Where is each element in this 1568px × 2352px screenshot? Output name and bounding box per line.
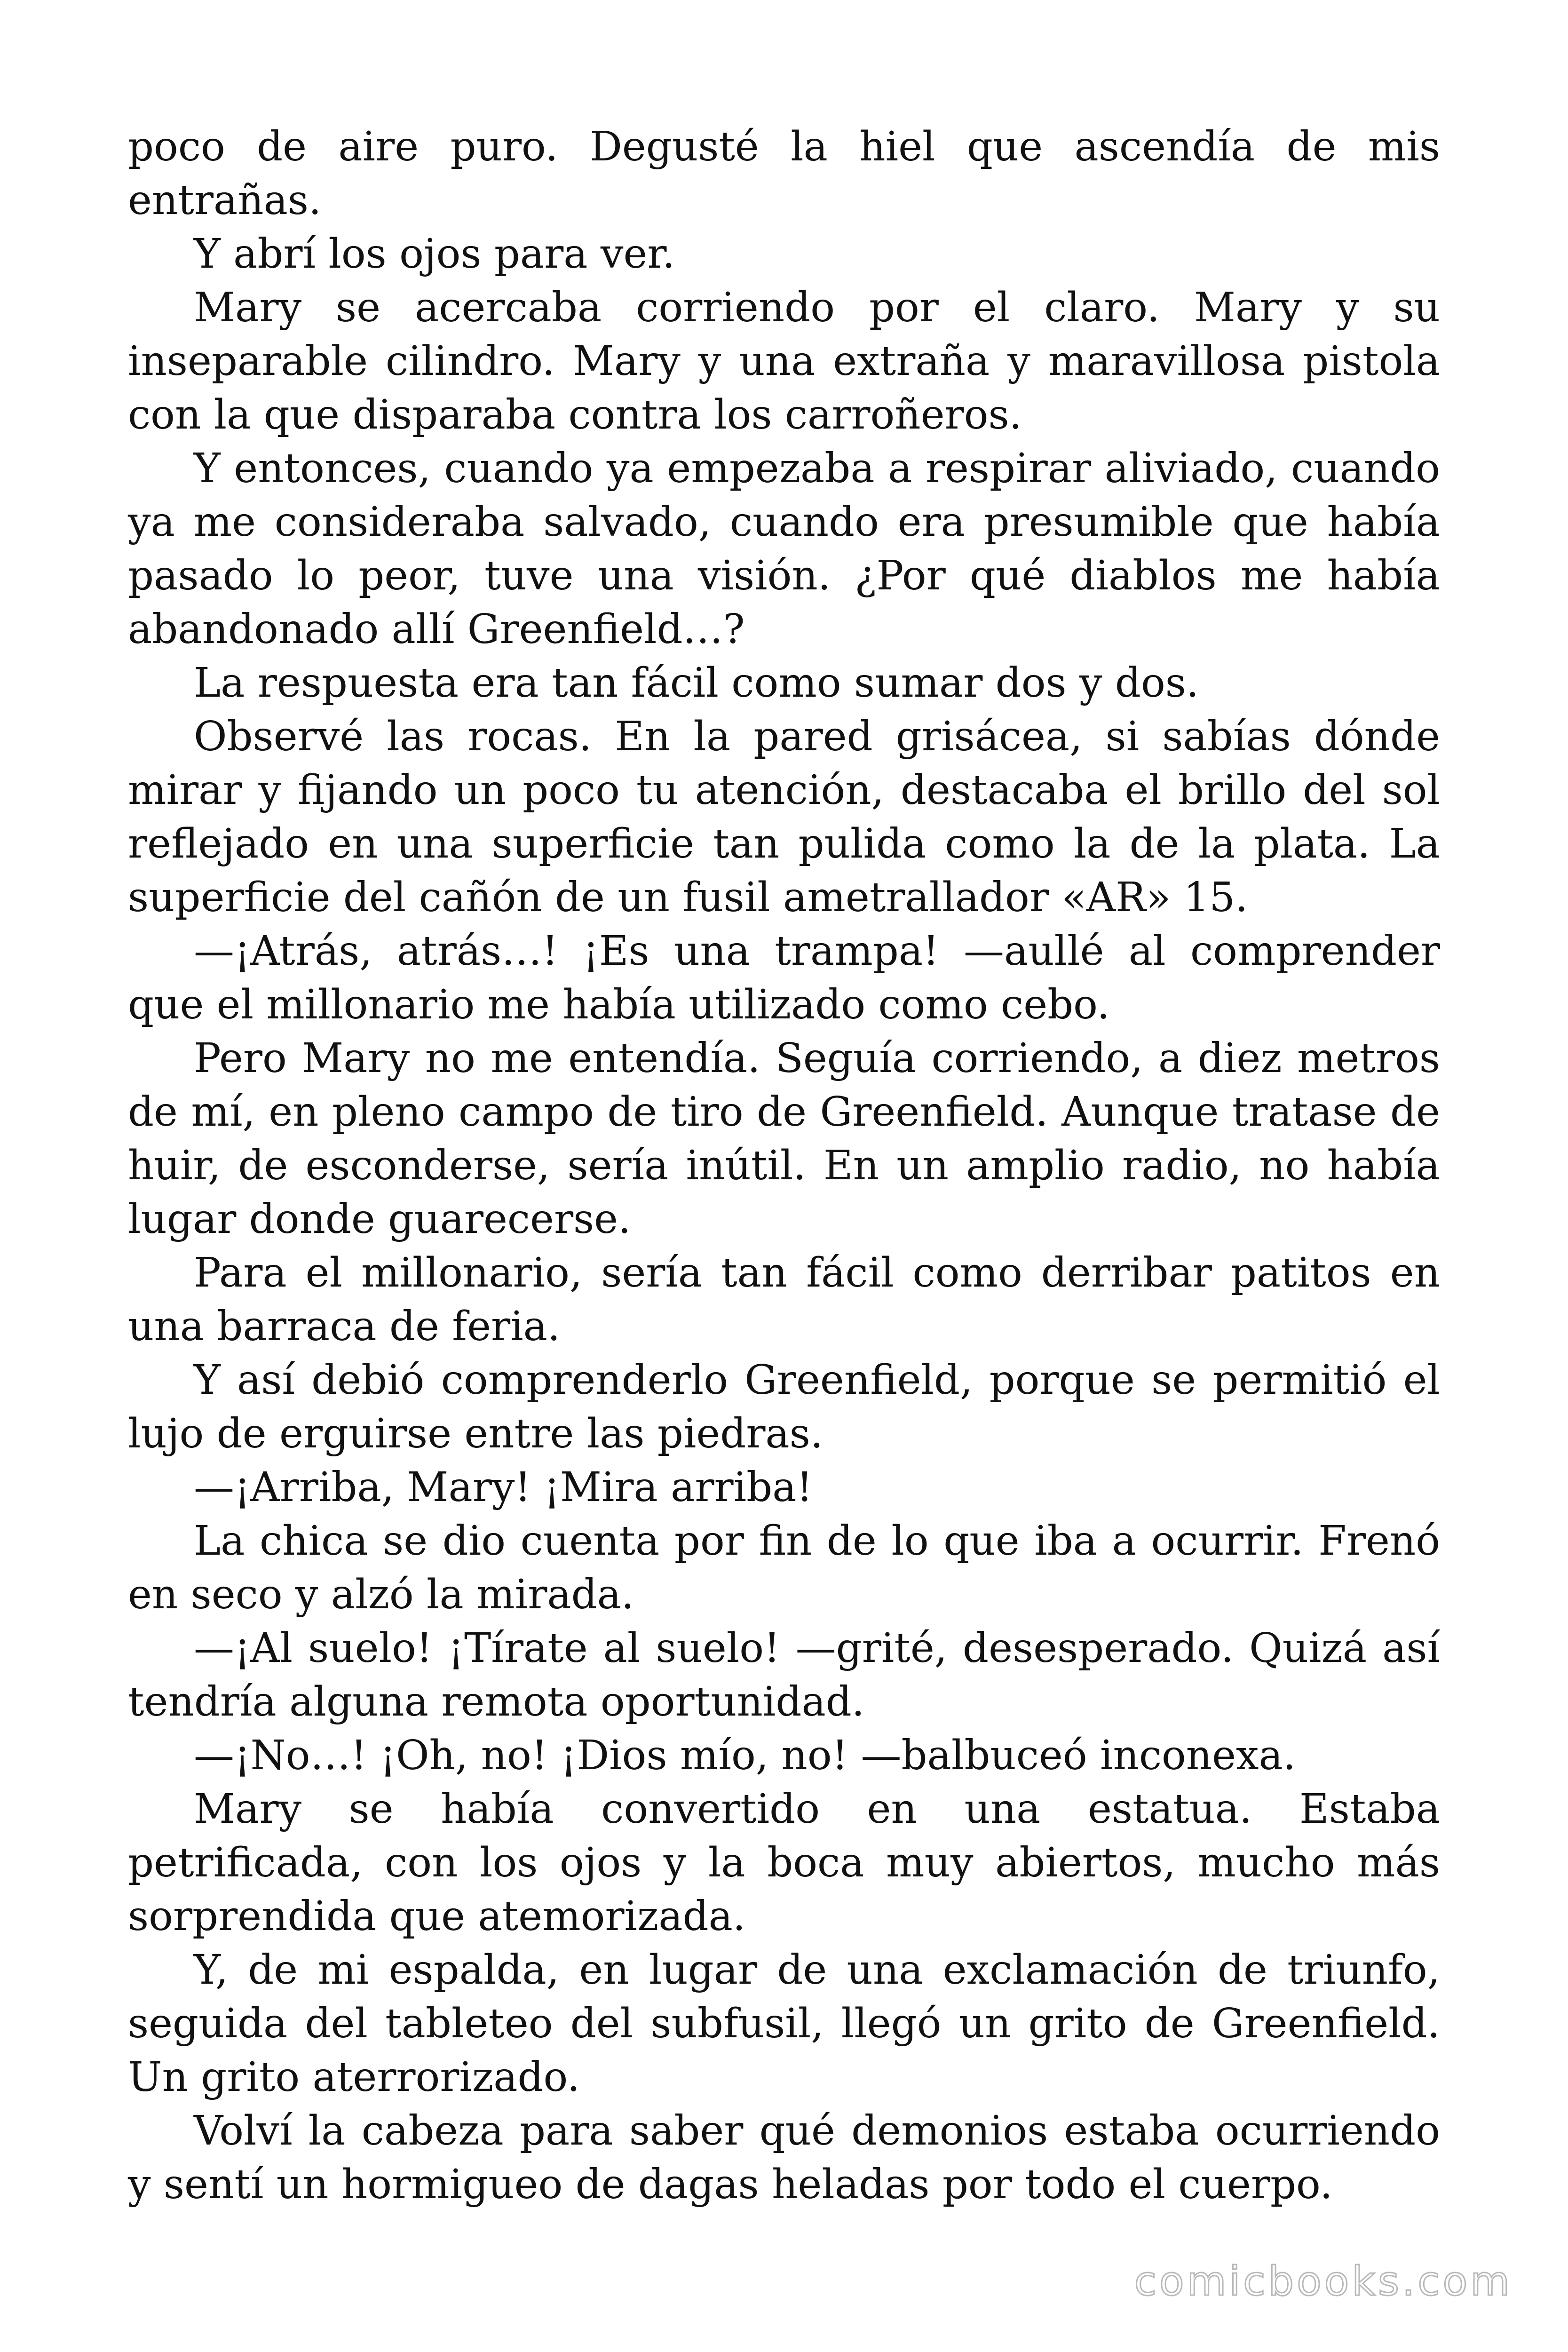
paragraph: poco de aire puro. Degusté la hiel que ascendía de mis entrañas. <box>128 123 1440 224</box>
book-page-text <box>128 120 1440 2211</box>
paragraph: —¡No…! ¡Oh, no! ¡Dios mío, no! —balbuceó inconexa. <box>194 1732 1296 1779</box>
paragraph: Mary se había convertido en una estatua. Estaba petrificada, con los ojos y la boca muy abiertos, mucho más sorprendida que atemorizada. <box>128 1786 1440 1940</box>
paragraph: La chica se dio cuenta por fin de lo que iba a ocurrir. Frenó en seco y alzó la mirada. <box>128 1518 1440 1618</box>
paragraph: —¡Al suelo! ¡Tírate al suelo! —grité, desesperado. Quizá así tendría alguna remota oportunidad. <box>128 1625 1440 1725</box>
paragraph: Y, de mi espalda, en lugar de una exclamación de triunfo, seguida del tableteo del subfusil, llegó un grito de Greenfield. Un grito aterrorizado. <box>128 1947 1440 2101</box>
paragraph: Pero Mary no me entendía. Seguía corriendo, a diez metros de mí, en pleno campo de tiro de Greenfield. Aunque tratase de huir, de esconderse, sería inútil. En un amplio radio, no había lugar donde guarecerse. <box>128 1035 1440 1243</box>
paragraph: Observé las rocas. En la pared grisácea, si sabías dónde mirar y fijando un poco tu atención, destacaba el brillo del sol reflejado en una superficie tan pulida como la de la plata. La superficie del cañón de un fusil ametrallador «AR» 15. <box>128 713 1440 921</box>
paragraph: —¡Arriba, Mary! ¡Mira arriba! <box>194 1464 813 1511</box>
paragraph: Y así debió comprenderlo Greenfield, porque se permitió el lujo de erguirse entre las piedras. <box>128 1357 1440 1457</box>
watermark: comicbooks.com <box>1134 2258 1513 2305</box>
paragraph: Volví la cabeza para saber qué demonios estaba ocurriendo y sentí un hormigueo de dagas heladas por todo el cuerpo. <box>128 2107 1440 2208</box>
paragraph: Mary se acercaba corriendo por el claro. Mary y su inseparable cilindro. Mary y una extraña y maravillosa pistola con la que disparaba contra los carroñeros. <box>128 284 1440 438</box>
paragraph: —¡Atrás, atrás…! ¡Es una trampa! —aullé al comprender que el millonario me había utilizado como cebo. <box>128 928 1440 1028</box>
paragraph: La respuesta era tan fácil como sumar dos y dos. <box>194 660 1199 707</box>
paragraph: Y abrí los ojos para ver. <box>194 230 675 278</box>
paragraph: Para el millonario, sería tan fácil como derribar patitos en una barraca de feria. <box>128 1249 1440 1350</box>
paragraph: Y entonces, cuando ya empezaba a respirar aliviado, cuando ya me consideraba salvado, cuando era presumible que había pasado lo peor, tuve una visión. ¿Por qué diablos me había abandonado allí Greenfield…? <box>128 445 1440 653</box>
